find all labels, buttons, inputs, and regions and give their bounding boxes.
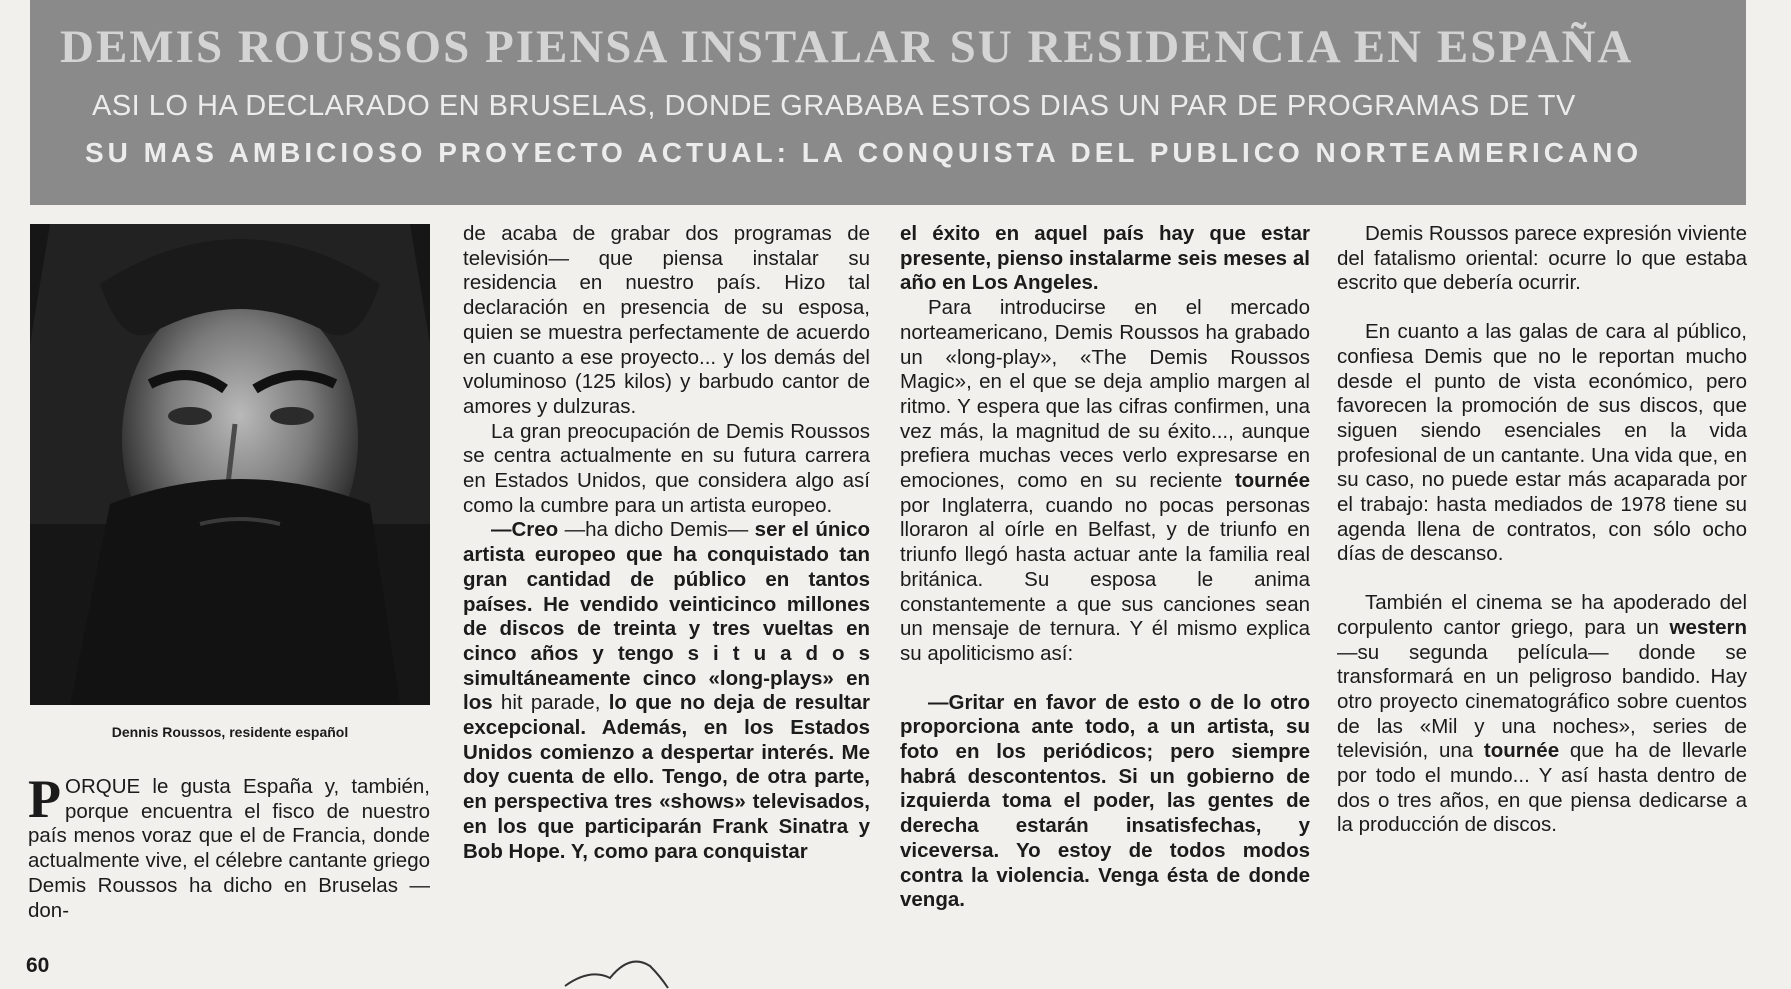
article-column-2 — [463, 222, 870, 864]
paragraph: Demis Roussos parece expresión viviente del fatalismo oriental: ocurre lo que estaba escrito que debería ocurrir. — [1337, 222, 1747, 295]
quote-text: —Creo — [491, 518, 559, 542]
emphasis-text: tournée — [1483, 739, 1560, 763]
headline-banner — [30, 0, 1746, 205]
quote-paragraph: —Gritar en favor de esto o de lo otro proporciona ante todo, a un artista, su foto en los periódicos; pero siempre habrá descontentos. Si un gobierno de izquierda toma el poder, las gentes de derecha estarán insatisfechas, y viceversa. Yo estoy de todos modos contra la violencia. Venga ésta de donde venga. — [900, 690, 1310, 912]
paragraph: La gran preocupación de Demis Roussos se centra actualmente en su futura carrera en Estados Unidos, que considera algo así como la cumbre para un artista europeo. — [463, 419, 870, 517]
portrait-illustration — [30, 224, 430, 705]
portrait-photo — [30, 224, 430, 705]
emphasis-text: western — [1669, 615, 1747, 639]
lead-text: ORQUE le gusta España y, también, porque encuentra el fisco de nuestro país menos voraz que el de Francia, donde actualmente vive, el célebre cantante griego Demis Roussos ha dicho en Bruselas —don- — [28, 775, 430, 922]
quote-text: ser el único artista europeo que ha conquistado tan gran cantidad de público en tantos países. He vendido veinticinco millones de discos de treinta y tres vueltas en cinco años y tengo s i t u a d o s simultáneamente cinco «long-plays» en los — [463, 518, 870, 715]
subheadline-2: SU MAS AMBICIOSO PROYECTO ACTUAL: LA CONQUISTA DEL PUBLICO NORTEAMERICANO — [85, 137, 1643, 168]
quote-continuation: el éxito en aquel país hay que estar presente, pienso instalarme seis meses al año en Los Angeles. — [900, 222, 1310, 295]
emphasis-text: tournée — [1234, 469, 1310, 493]
quote-text-plain: hit parade, — [492, 691, 609, 715]
paragraph-text: Para introducirse en el mercado norteamericano, Demis Roussos ha grabado un «long-play», «The Demis Roussos Magic», en el que se deja amplio margen al ritmo. Y espera que las cifras confirmen, una vez más, la magnitud de su éxito..., aunque prefiera muchas veces verlo expresarse en emociones, como en su reciente — [900, 296, 1310, 493]
page-number: 60 — [26, 954, 50, 977]
lead-paragraph — [28, 769, 430, 923]
article-column-3 — [900, 222, 1310, 913]
paragraph — [900, 296, 1310, 667]
article-column-4 — [1337, 222, 1747, 838]
drop-cap: P — [28, 769, 61, 829]
subheadline-1: ASI LO HA DECLARADO EN BRUSELAS, DONDE GRABABA ESTOS DIAS UN PAR DE PROGRAMAS DE TV — [92, 90, 1576, 122]
paragraph: En cuanto a las galas de cara al público, confiesa Demis que no le reportan mucho desde el punto de vista económico, pero favorecen la promoción de sus discos, que siguen siendo esenciales en la vida profesional de un cantante. Una vida que, en su caso, no puede estar más acaparada por el trabajo: hasta mediados de 1978 tiene su agenda llena de contratos, con sólo ocho días de descanso. — [1337, 320, 1747, 566]
quote-paragraph — [463, 518, 870, 864]
paragraph: de acaba de grabar dos programas de televisión— que piensa instalar su residencia en nuestro país. Hizo tal declaración en presencia de su esposa, quien se muestra perfectamente de acuerdo en cuanto a ese proyecto... y los demás del voluminoso (125 kilos) y barbudo cantor de amores y dulzuras. — [463, 222, 870, 418]
paragraph-text: por Inglaterra, cuando no pocas personas lloraron al oírle en Belfast, y de triunfo en triunfo llegó hasta actuar ante la familia real británica. Su esposa le anima constantemente a que sus canciones sean un mensaje de ternura. Y él mismo explica su apoliticismo así: — [900, 493, 1310, 665]
article-column-1 — [28, 769, 430, 923]
pen-scribble-mark — [560, 948, 670, 989]
attribution-text: —ha dicho Demis— — [558, 518, 755, 542]
paragraph-text: que ha de llevarle por todo el mundo... Y así hasta dentro de dos o tres años, en que piensa dedicarse a la producción de discos. — [1337, 739, 1747, 837]
photo-caption: Dennis Roussos, residente español — [111, 724, 349, 740]
paragraph — [1337, 591, 1747, 838]
paragraph-text: —su segunda película— donde se transformará en un peligroso bandido. Hay otro proyecto cinematográfico sobre cuentos de las «Mil y una noches», series de televisión, una — [1337, 640, 1747, 763]
headline: DEMIS ROUSSOS PIENSA INSTALAR SU RESIDENCIA EN ESPAÑA — [60, 21, 1634, 73]
quote-text: lo que no deja de resultar excepcional. Además, en los Estados Unidos comienzo a despertar interés. Me doy cuenta de ello. Tengo, de otra parte, en perspectiva tres «shows» televisados, en los que participarán Frank Sinatra y Bob Hope. Y, como para conquistar — [463, 691, 870, 863]
paragraph-text: También el cinema se ha apoderado del corpulento cantor griego, para un — [1337, 591, 1747, 639]
